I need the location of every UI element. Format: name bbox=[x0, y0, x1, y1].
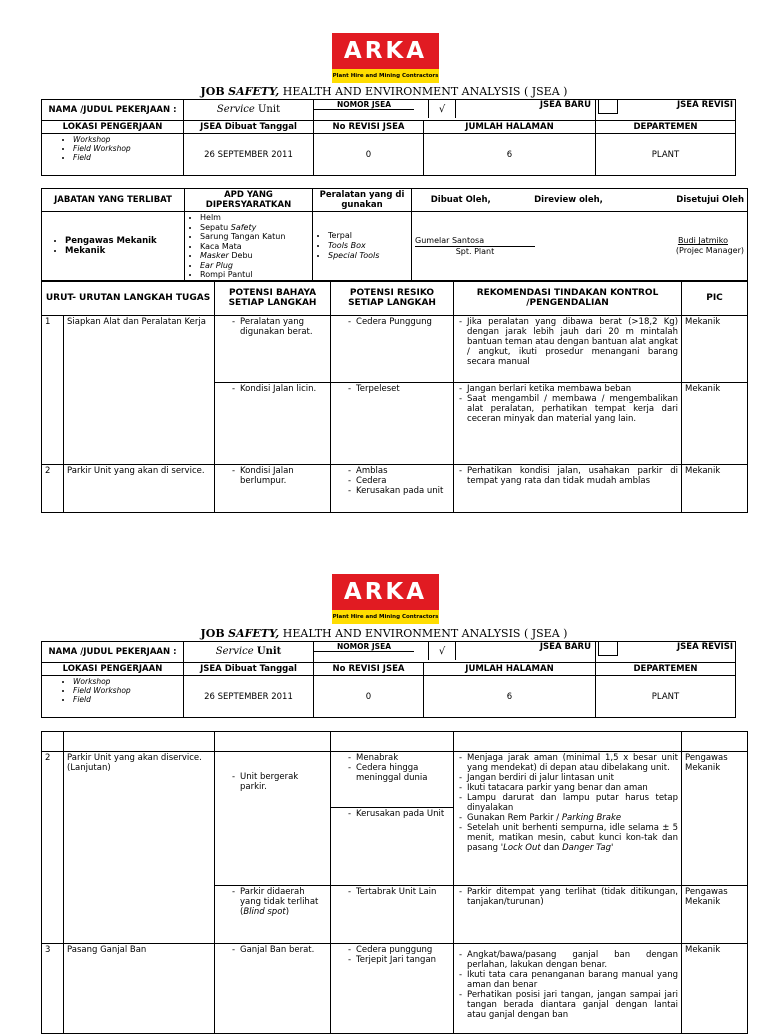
col-bahaya: POTENSI BAHAYA SETIAP LANGKAH bbox=[215, 281, 331, 316]
steps-table-page1 bbox=[41, 280, 748, 513]
pic-cell: Mekanik bbox=[682, 316, 748, 383]
date-value: 26 SEPTEMBER 2011 bbox=[184, 676, 314, 718]
logo-brand: ARKA bbox=[332, 574, 439, 610]
col-urut: URUT- URUTAN LANGKAH TUGAS bbox=[42, 281, 215, 316]
empty-header-cell bbox=[64, 732, 215, 752]
revision-value: 0 bbox=[314, 134, 424, 176]
nama-unit: Unit bbox=[258, 104, 281, 115]
resiko-cell bbox=[331, 752, 454, 808]
resiko-item: - Cedera Punggung bbox=[356, 317, 450, 327]
rekom-item: - Saat mengambil / membawa / mengembalikan alat peralatan, perhatikan tempat kerja dari ceceran minyak dan material yang lain. bbox=[467, 394, 678, 424]
header-table bbox=[41, 641, 736, 718]
nama-prefix: Service bbox=[215, 646, 254, 657]
jabatan-label: JABATAN YANG TERLIBAT bbox=[42, 189, 185, 212]
step-description: Siapkan Alat dan Peralatan Kerja bbox=[64, 316, 215, 465]
apd-item: • Helm bbox=[200, 213, 309, 223]
nama-prefix: Service bbox=[216, 104, 255, 115]
nomor-jsea-cell bbox=[314, 642, 596, 663]
bahaya-cell bbox=[215, 886, 331, 944]
header-table bbox=[41, 99, 736, 176]
rekom-cell bbox=[454, 465, 682, 513]
nama-value bbox=[184, 100, 314, 121]
disetujui-position: (Projec Manager) bbox=[675, 246, 744, 256]
pic-cell: Pengawas Mekanik bbox=[682, 752, 748, 886]
bahaya-item: - Unit bergerak parkir. bbox=[240, 772, 327, 792]
step-number: 2 bbox=[42, 752, 64, 944]
rekom-cell bbox=[454, 944, 682, 1034]
lokasi-list bbox=[42, 134, 184, 176]
rekom-item: - Jika peralatan yang dibawa berat (>18,2 Kg) dengan jarak lebih jauh dari 20 m mintalah bantuan teman atau dengan bantuan alat angkat / angkut, ikuti prosedur menangani barang secara manual bbox=[467, 317, 678, 367]
steps-table-page2 bbox=[41, 731, 748, 1034]
peralatan-item: • Terpal bbox=[328, 231, 408, 241]
rekom-item: - Perhatikan kondisi jalan, usahakan parkir di tempat yang rata dan tidak mudah amblas bbox=[467, 466, 678, 486]
empty-header-cell bbox=[331, 732, 454, 752]
apd-item: • Rompi Pantul bbox=[200, 270, 309, 280]
jsea-revisi-label: JSEA REVISI bbox=[677, 642, 734, 652]
rekom-cell bbox=[454, 752, 682, 886]
step-description: Parkir Unit yang akan diservice. (Lanjutan) bbox=[64, 752, 215, 944]
no-revisi-label: No REVISI JSEA bbox=[314, 663, 424, 676]
pic-cell: Mekanik bbox=[682, 944, 748, 1034]
resiko-cell bbox=[331, 886, 454, 944]
col-rekom: REKOMENDASI TINDAKAN KONTROL /PENGENDALIAN bbox=[454, 281, 682, 316]
step-description: Parkir Unit yang akan di service. bbox=[64, 465, 215, 513]
no-revisi-label: No REVISI JSEA bbox=[314, 121, 424, 134]
step-number: 2 bbox=[42, 465, 64, 513]
jsea-revisi-label: JSEA REVISI bbox=[677, 100, 734, 110]
bahaya-item: - Kondisi Jalan berlumpur. bbox=[240, 466, 327, 486]
lokasi-label: LOKASI PENGERJAAN bbox=[42, 121, 184, 134]
logo-tagline: Plant Hire and Mining Contractors bbox=[332, 610, 439, 624]
jabatan-item: • Mekanik bbox=[65, 246, 181, 256]
resiko-cell bbox=[331, 944, 454, 1034]
empty-header-cell bbox=[682, 732, 748, 752]
apd-item: • Sepatu Safety bbox=[200, 223, 309, 233]
pages-value: 6 bbox=[424, 134, 596, 176]
nama-label: NAMA /JUDUL PEKERJAAN : bbox=[42, 100, 184, 121]
apd-item: • Kaca Mata bbox=[200, 242, 309, 252]
jsea-baru-label: JSEA BARU bbox=[539, 642, 592, 652]
bahaya-item: - Parkir didaerah yang tidak terlihat (Blind spot) bbox=[240, 887, 327, 917]
rekom-item: - Ikuti tatacara parkir yang benar dan aman bbox=[467, 783, 678, 793]
bahaya-cell bbox=[215, 316, 331, 383]
revisi-checkbox[interactable] bbox=[598, 100, 618, 114]
pic-cell: Mekanik bbox=[682, 465, 748, 513]
rekom-item: - Jangan berlari ketika membawa beban bbox=[467, 384, 678, 394]
col-pic: PIC bbox=[682, 281, 748, 316]
resiko-item: - Terjepit Jari tangan bbox=[356, 955, 450, 965]
apd-list bbox=[185, 212, 313, 282]
rekom-item: - Parkir ditempat yang terlihat (tidak ditikungan, tanjakan/turunan) bbox=[467, 887, 678, 907]
rekom-cell bbox=[454, 886, 682, 944]
apd-item: • Masker Debu bbox=[200, 251, 309, 261]
resiko-item: - Terpeleset bbox=[356, 384, 450, 394]
document-title bbox=[0, 627, 768, 640]
dibuat-oleh-label: Dibuat Oleh, bbox=[412, 189, 510, 212]
rekom-item: - Perhatikan posisi jari tangan, jangan sampai jari tangan berada diantara ganjal dengan lantai atau ganjal dengan ban bbox=[467, 990, 678, 1020]
pages-value: 6 bbox=[424, 676, 596, 718]
bahaya-cell bbox=[215, 383, 331, 465]
dibuat-tanggal-label: JSEA Dibuat Tanggal bbox=[184, 663, 314, 676]
jsea-baru-label: JSEA BARU bbox=[539, 100, 592, 110]
resiko-item: - Cedera punggung bbox=[356, 945, 450, 955]
resiko-item: - Tertabrak Unit Lain bbox=[356, 887, 450, 897]
rekom-item: - Ikuti tata cara penanganan barang manual yang aman dan benar bbox=[467, 970, 678, 990]
document-title bbox=[0, 85, 768, 98]
revisi-checkbox[interactable] bbox=[598, 642, 618, 656]
dibuat-signature bbox=[412, 212, 628, 282]
resiko-cell bbox=[331, 465, 454, 513]
nomor-label: NOMOR JSEA bbox=[314, 100, 414, 110]
apd-item: • Ear Plug bbox=[200, 261, 309, 271]
empty-header-cell bbox=[454, 732, 682, 752]
rekom-item: - Angkat/bawa/pasang ganjal ban dengan perlahan, lakukan dengan benar. bbox=[467, 950, 678, 970]
nomor-jsea-cell bbox=[314, 100, 596, 121]
lokasi-item: • Field bbox=[73, 695, 180, 704]
title-job: JOB bbox=[200, 627, 225, 640]
disetujui-signature bbox=[628, 212, 748, 282]
title-rest: HEALTH AND ENVIRONMENT ANALYSIS ( JSEA ) bbox=[282, 85, 568, 98]
resiko-item: - Kerusakan pada unit bbox=[356, 486, 450, 496]
jumlah-halaman-label: JUMLAH HALAMAN bbox=[424, 663, 596, 676]
peralatan-item: • Tools Box bbox=[328, 241, 408, 251]
lokasi-item: • Field bbox=[73, 153, 180, 162]
departemen-label: DEPARTEMEN bbox=[596, 663, 736, 676]
resiko-item: - Cedera hingga meninggal dunia bbox=[356, 763, 450, 783]
empty-header-cell bbox=[215, 732, 331, 752]
rekom-item: - Jangan berdiri di jalur lintasan unit bbox=[467, 773, 678, 783]
revisi-cell bbox=[596, 642, 736, 663]
department-value: PLANT bbox=[596, 134, 736, 176]
lokasi-item: • Workshop bbox=[73, 677, 180, 686]
direview-oleh-label: Direview oleh, bbox=[510, 189, 628, 212]
logo-brand: ARKA bbox=[332, 33, 439, 69]
departemen-label: DEPARTEMEN bbox=[596, 121, 736, 134]
date-value: 26 SEPTEMBER 2011 bbox=[184, 134, 314, 176]
dibuat-position: Spt. Plant bbox=[455, 246, 495, 256]
rekom-cell bbox=[454, 316, 682, 383]
bahaya-cell bbox=[215, 752, 331, 886]
resiko-item: - Cedera bbox=[356, 476, 450, 486]
bahaya-cell bbox=[215, 944, 331, 1034]
jabatan-list bbox=[42, 212, 185, 282]
disetujui-oleh-label: Disetujui Oleh bbox=[628, 189, 748, 212]
bahaya-item: - Ganjal Ban berat. bbox=[240, 945, 327, 955]
resiko-item: - Kerusakan pada Unit bbox=[356, 809, 450, 819]
revision-value: 0 bbox=[314, 676, 424, 718]
resiko-item: - Amblas bbox=[356, 466, 450, 476]
bahaya-item: - Kondisi Jalan licin. bbox=[240, 384, 327, 394]
rekom-item: - Gunakan Rem Parkir / Parking Brake bbox=[467, 813, 678, 823]
rekom-item: - Lampu darurat dan lampu putar harus tetap dinyalakan bbox=[467, 793, 678, 813]
title-job: JOB bbox=[200, 85, 225, 98]
check-mark: √ bbox=[428, 100, 456, 118]
arka-logo bbox=[332, 33, 439, 83]
pic-cell: Mekanik bbox=[682, 383, 748, 465]
lokasi-item: • Field Workshop bbox=[73, 144, 180, 153]
lokasi-label: LOKASI PENGERJAAN bbox=[42, 663, 184, 676]
title-rest: HEALTH AND ENVIRONMENT ANALYSIS ( JSEA ) bbox=[282, 627, 568, 640]
resiko-cell bbox=[331, 383, 454, 465]
title-safety: SAFETY, bbox=[228, 627, 280, 640]
lokasi-item: • Field Workshop bbox=[73, 686, 180, 695]
apd-label: APD YANG DIPERSYARATKAN bbox=[185, 189, 313, 212]
col-resiko: POTENSI RESIKO SETIAP LANGKAH bbox=[331, 281, 454, 316]
lokasi-list bbox=[42, 676, 184, 718]
pic-cell: Pengawas Mekanik bbox=[682, 886, 748, 944]
step-number: 1 bbox=[42, 316, 64, 465]
bahaya-cell bbox=[215, 465, 331, 513]
peralatan-label: Peralatan yang di gunakan bbox=[313, 189, 412, 212]
apd-item: • Sarung Tangan Katun bbox=[200, 232, 309, 242]
jabatan-item: • Pengawas Mekanik bbox=[65, 236, 181, 246]
rekom-item: - Setelah unit berhenti sempurna, idle selama ± 5 menit, matikan mesin, cabut kunci kon-tak dan pasang 'Lock Out dan Danger Tag' bbox=[467, 823, 678, 853]
arka-logo bbox=[332, 574, 439, 624]
revisi-cell bbox=[596, 100, 736, 121]
logo-tagline: Plant Hire and Mining Contractors bbox=[332, 69, 439, 83]
nomor-label: NOMOR JSEA bbox=[314, 642, 414, 652]
empty-header-cell bbox=[42, 732, 64, 752]
nama-unit: Unit bbox=[256, 646, 282, 657]
rekom-cell bbox=[454, 383, 682, 465]
bahaya-item: - Peralatan yang digunakan berat. bbox=[240, 317, 327, 337]
dibuat-tanggal-label: JSEA Dibuat Tanggal bbox=[184, 121, 314, 134]
resiko-cell bbox=[331, 808, 454, 886]
check-mark: √ bbox=[428, 642, 456, 660]
peralatan-list bbox=[313, 212, 412, 282]
rekom-item: - Menjaga jarak aman (minimal 1,5 x besar unit yang mendekat) di depan atau dibelakang unit. bbox=[467, 753, 678, 773]
department-value: PLANT bbox=[596, 676, 736, 718]
resiko-item: - Menabrak bbox=[356, 753, 450, 763]
step-description: Pasang Ganjal Ban bbox=[64, 944, 215, 1034]
peralatan-item: • Special Tools bbox=[328, 251, 408, 261]
nama-label: NAMA /JUDUL PEKERJAAN : bbox=[42, 642, 184, 663]
lokasi-item: • Workshop bbox=[73, 135, 180, 144]
jumlah-halaman-label: JUMLAH HALAMAN bbox=[424, 121, 596, 134]
dibuat-name: Gumelar Santosa bbox=[415, 236, 535, 247]
nama-value bbox=[184, 642, 314, 663]
disetujui-name: Budi Jatmiko bbox=[677, 236, 728, 246]
roles-table bbox=[41, 188, 748, 282]
title-safety: SAFETY, bbox=[228, 85, 280, 98]
resiko-cell bbox=[331, 316, 454, 383]
step-number: 3 bbox=[42, 944, 64, 1034]
